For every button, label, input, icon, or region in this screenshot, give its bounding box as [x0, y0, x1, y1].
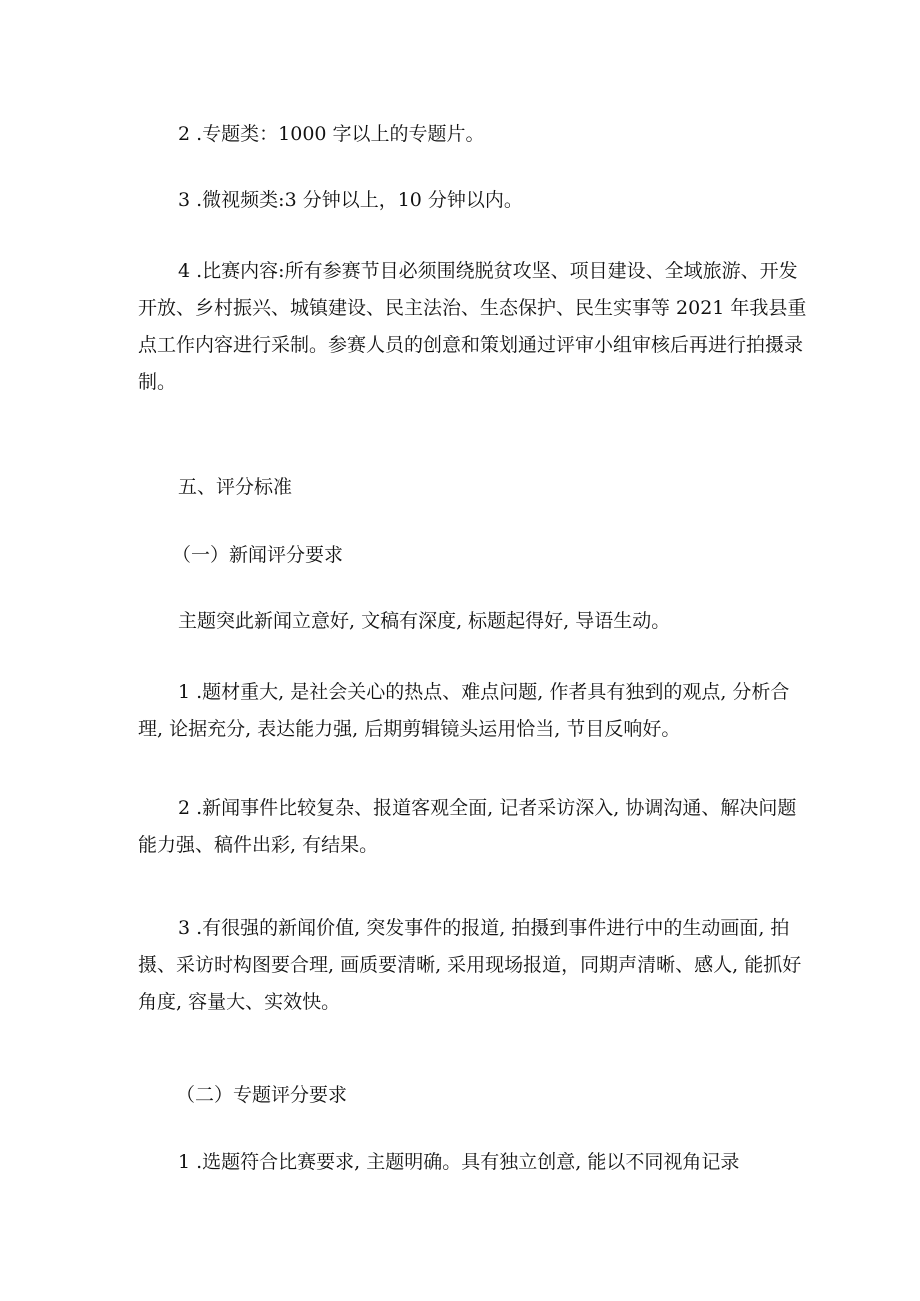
paragraph-item-3-micro-video: 3 .微视频类:3 分钟以上，10 分钟以内。 [178, 189, 523, 211]
section-heading-scoring-criteria: 五、评分标准 [178, 476, 293, 498]
paragraph-news-item-1: 1 .题材重大, 是社会关心的热点、难点问题, 作者具有独到的观点, 分析合理, 论据充分, 表达能力强, 后期剪辑镜头运用恰当, 节目反响好。 [138, 681, 790, 740]
paragraph-topic-item-1: 1 .选题符合比赛要求, 主题明确。具有独立创意, 能以不同视角记录 [178, 1151, 740, 1173]
paragraph-item-4-competition-content: 4 .比赛内容:所有参赛节目必须围绕脱贫攻坚、项目建设、全域旅游、开发开放、乡村振兴、城镇建设、民主法治、生态保护、民生实事等 2021 年我县重点工作内容进行采制。参赛人员的创意和策划通过评审小组审核后再进行拍摄录制。 [138, 260, 807, 393]
subsection-heading-topic-scoring: （二）专题评分要求 [176, 1084, 348, 1106]
paragraph-news-theme: 主题突此新闻立意好, 文稿有深度, 标题起得好, 导语生动。 [178, 610, 671, 632]
paragraph-news-item-2: 2 .新闻事件比较复杂、报道客观全面, 记者采访深入, 协调沟通、解决问题能力强、稿件出彩, 有结果。 [138, 797, 797, 856]
subsection-heading-news-scoring: （一）新闻评分要求 [172, 544, 344, 566]
paragraph-news-item-3: 3 .有很强的新闻价值, 突发事件的报道, 拍摄到事件进行中的生动画面, 拍摄、采访时构图要合理, 画质要清晰, 采用现场报道，同期声清晰、感人, 能抓好角度, 容量大、实效快。 [138, 917, 802, 1013]
paragraph-item-2-special-topic: 2 .专题类：1000 字以上的专题片。 [178, 123, 485, 145]
